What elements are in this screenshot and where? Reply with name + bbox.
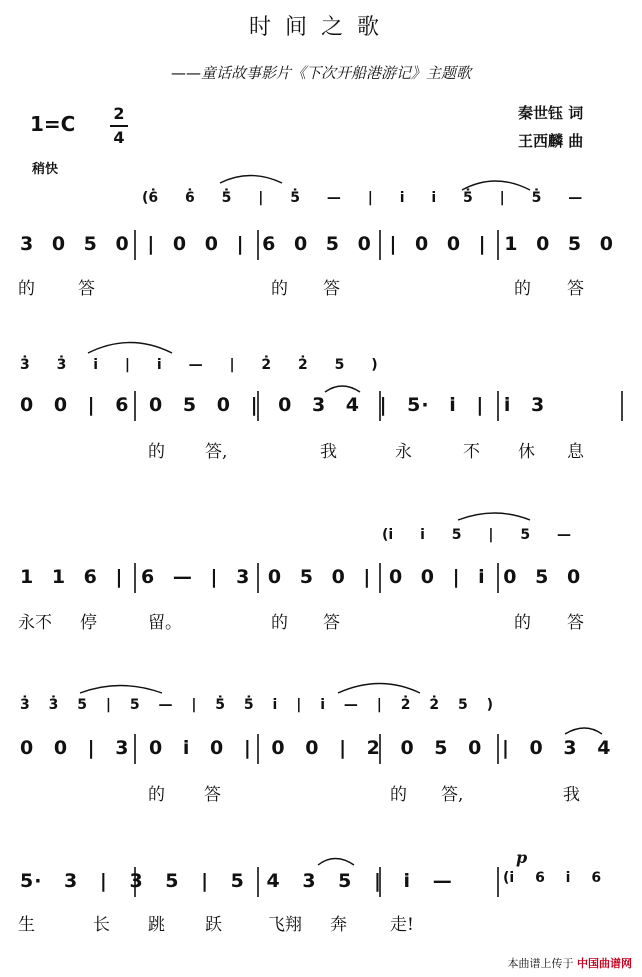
slur xyxy=(565,728,602,734)
notes-1: 3 0 5 0 | 0 0 | 6 0 5 0 | 0 0 | 1 0 5 0 xyxy=(20,233,614,255)
slur xyxy=(80,686,162,694)
lyric-2-4: 永 xyxy=(395,442,412,462)
lyric-2-6: 休 xyxy=(518,442,535,462)
slur xyxy=(220,176,282,184)
lyric-1-5: 的 xyxy=(514,279,531,299)
notes-2: 0 0 | 6 0 5 0 | 0 3 4 | 5· i | i 3 xyxy=(20,394,546,416)
notes-5: 5· 3 | 3 5 | 5 4 3 5 | i — xyxy=(20,870,453,892)
composer: 王西麟 曲 xyxy=(518,132,584,150)
lyric-2-1: 的 xyxy=(148,442,165,462)
lyric-5-1: 生 xyxy=(18,915,35,935)
lyric-1-3: 的 xyxy=(271,279,288,299)
lyric-3-5: 答 xyxy=(323,613,340,633)
lyric-5-2: 长 xyxy=(93,915,110,935)
lyric-3-4: 的 xyxy=(271,613,288,633)
lyric-5-5: 飞翔 xyxy=(268,915,302,935)
lyric-1-2: 答 xyxy=(78,279,95,299)
source-footer xyxy=(508,955,633,971)
slur xyxy=(458,513,530,520)
lyricist: 秦世钰 词 xyxy=(518,104,584,122)
lyric-3-6: 的 xyxy=(514,613,531,633)
tempo-marking: 稍快 xyxy=(32,162,59,177)
lyric-2-7: 息 xyxy=(567,442,584,462)
intro-4: 3̇ 3̇ 5 | 5 — | 5̇ 5̇ i | i — | 2̇ 2̇ 5 ) xyxy=(20,697,493,713)
intro-3: (i i 5 | 5 — xyxy=(382,527,571,543)
lyric-3-2: 停 xyxy=(80,613,97,633)
key-signature: 1=C xyxy=(30,112,76,136)
slur xyxy=(318,859,354,866)
lyric-2-5: 不 xyxy=(463,442,480,462)
slur xyxy=(338,684,420,694)
lyric-3-7: 答 xyxy=(567,613,584,633)
slur xyxy=(462,181,530,190)
lyric-1-4: 答 xyxy=(323,279,340,299)
lyric-4-5: 我 xyxy=(563,785,580,805)
lyric-5-7: 走! xyxy=(390,915,414,935)
lyric-5-3: 跳 xyxy=(148,915,165,935)
dynamic-marking: p xyxy=(516,848,528,867)
lyric-3-3: 留。 xyxy=(148,613,182,633)
intro-5: (i 6 i 6 xyxy=(503,870,602,886)
lyric-5-6: 奔 xyxy=(330,915,347,935)
song-subtitle: ——童话故事影片《下次开船港游记》主题歌 xyxy=(170,64,471,82)
lyric-1-6: 答 xyxy=(567,279,584,299)
lyric-4-3: 的 xyxy=(390,785,407,805)
lyric-4-2: 答 xyxy=(204,785,221,805)
notes-4: 0 0 | 3 0 i 0 | 0 0 | 2 0 5 0 | 0 3 4 xyxy=(20,737,612,759)
site-logo-text[interactable]: 中国曲谱网 xyxy=(577,957,632,970)
song-title: 时间之歌 xyxy=(248,15,393,40)
lyric-5-4: 跃 xyxy=(205,915,222,935)
lyric-4-1: 的 xyxy=(148,785,165,805)
lyric-4-4: 答, xyxy=(441,785,464,805)
intro-1: (6̇ 6̇ 5̇ | 5̇ — | i i 5̇ | 5̇ — xyxy=(142,190,583,206)
footer-text: 本曲谱上传于 xyxy=(507,957,574,970)
bar-lines xyxy=(135,230,622,897)
intro-2: 3̇ 3̇ i | i — | 2̇ 2̇ 5 ) xyxy=(20,357,378,373)
lyric-3-1: 永不 xyxy=(18,613,52,633)
slur xyxy=(325,386,360,392)
slur xyxy=(88,343,172,354)
notes-3: 1 1 6 | 6 — | 3 0 5 0 | 0 0 | i 0 5 0 xyxy=(20,566,582,588)
lyric-1-1: 的 xyxy=(18,279,35,299)
lyric-2-2: 答, xyxy=(205,442,228,462)
lyric-2-3: 我 xyxy=(320,442,337,462)
time-denominator: 4 xyxy=(113,128,125,147)
time-numerator: 2 xyxy=(113,104,125,123)
